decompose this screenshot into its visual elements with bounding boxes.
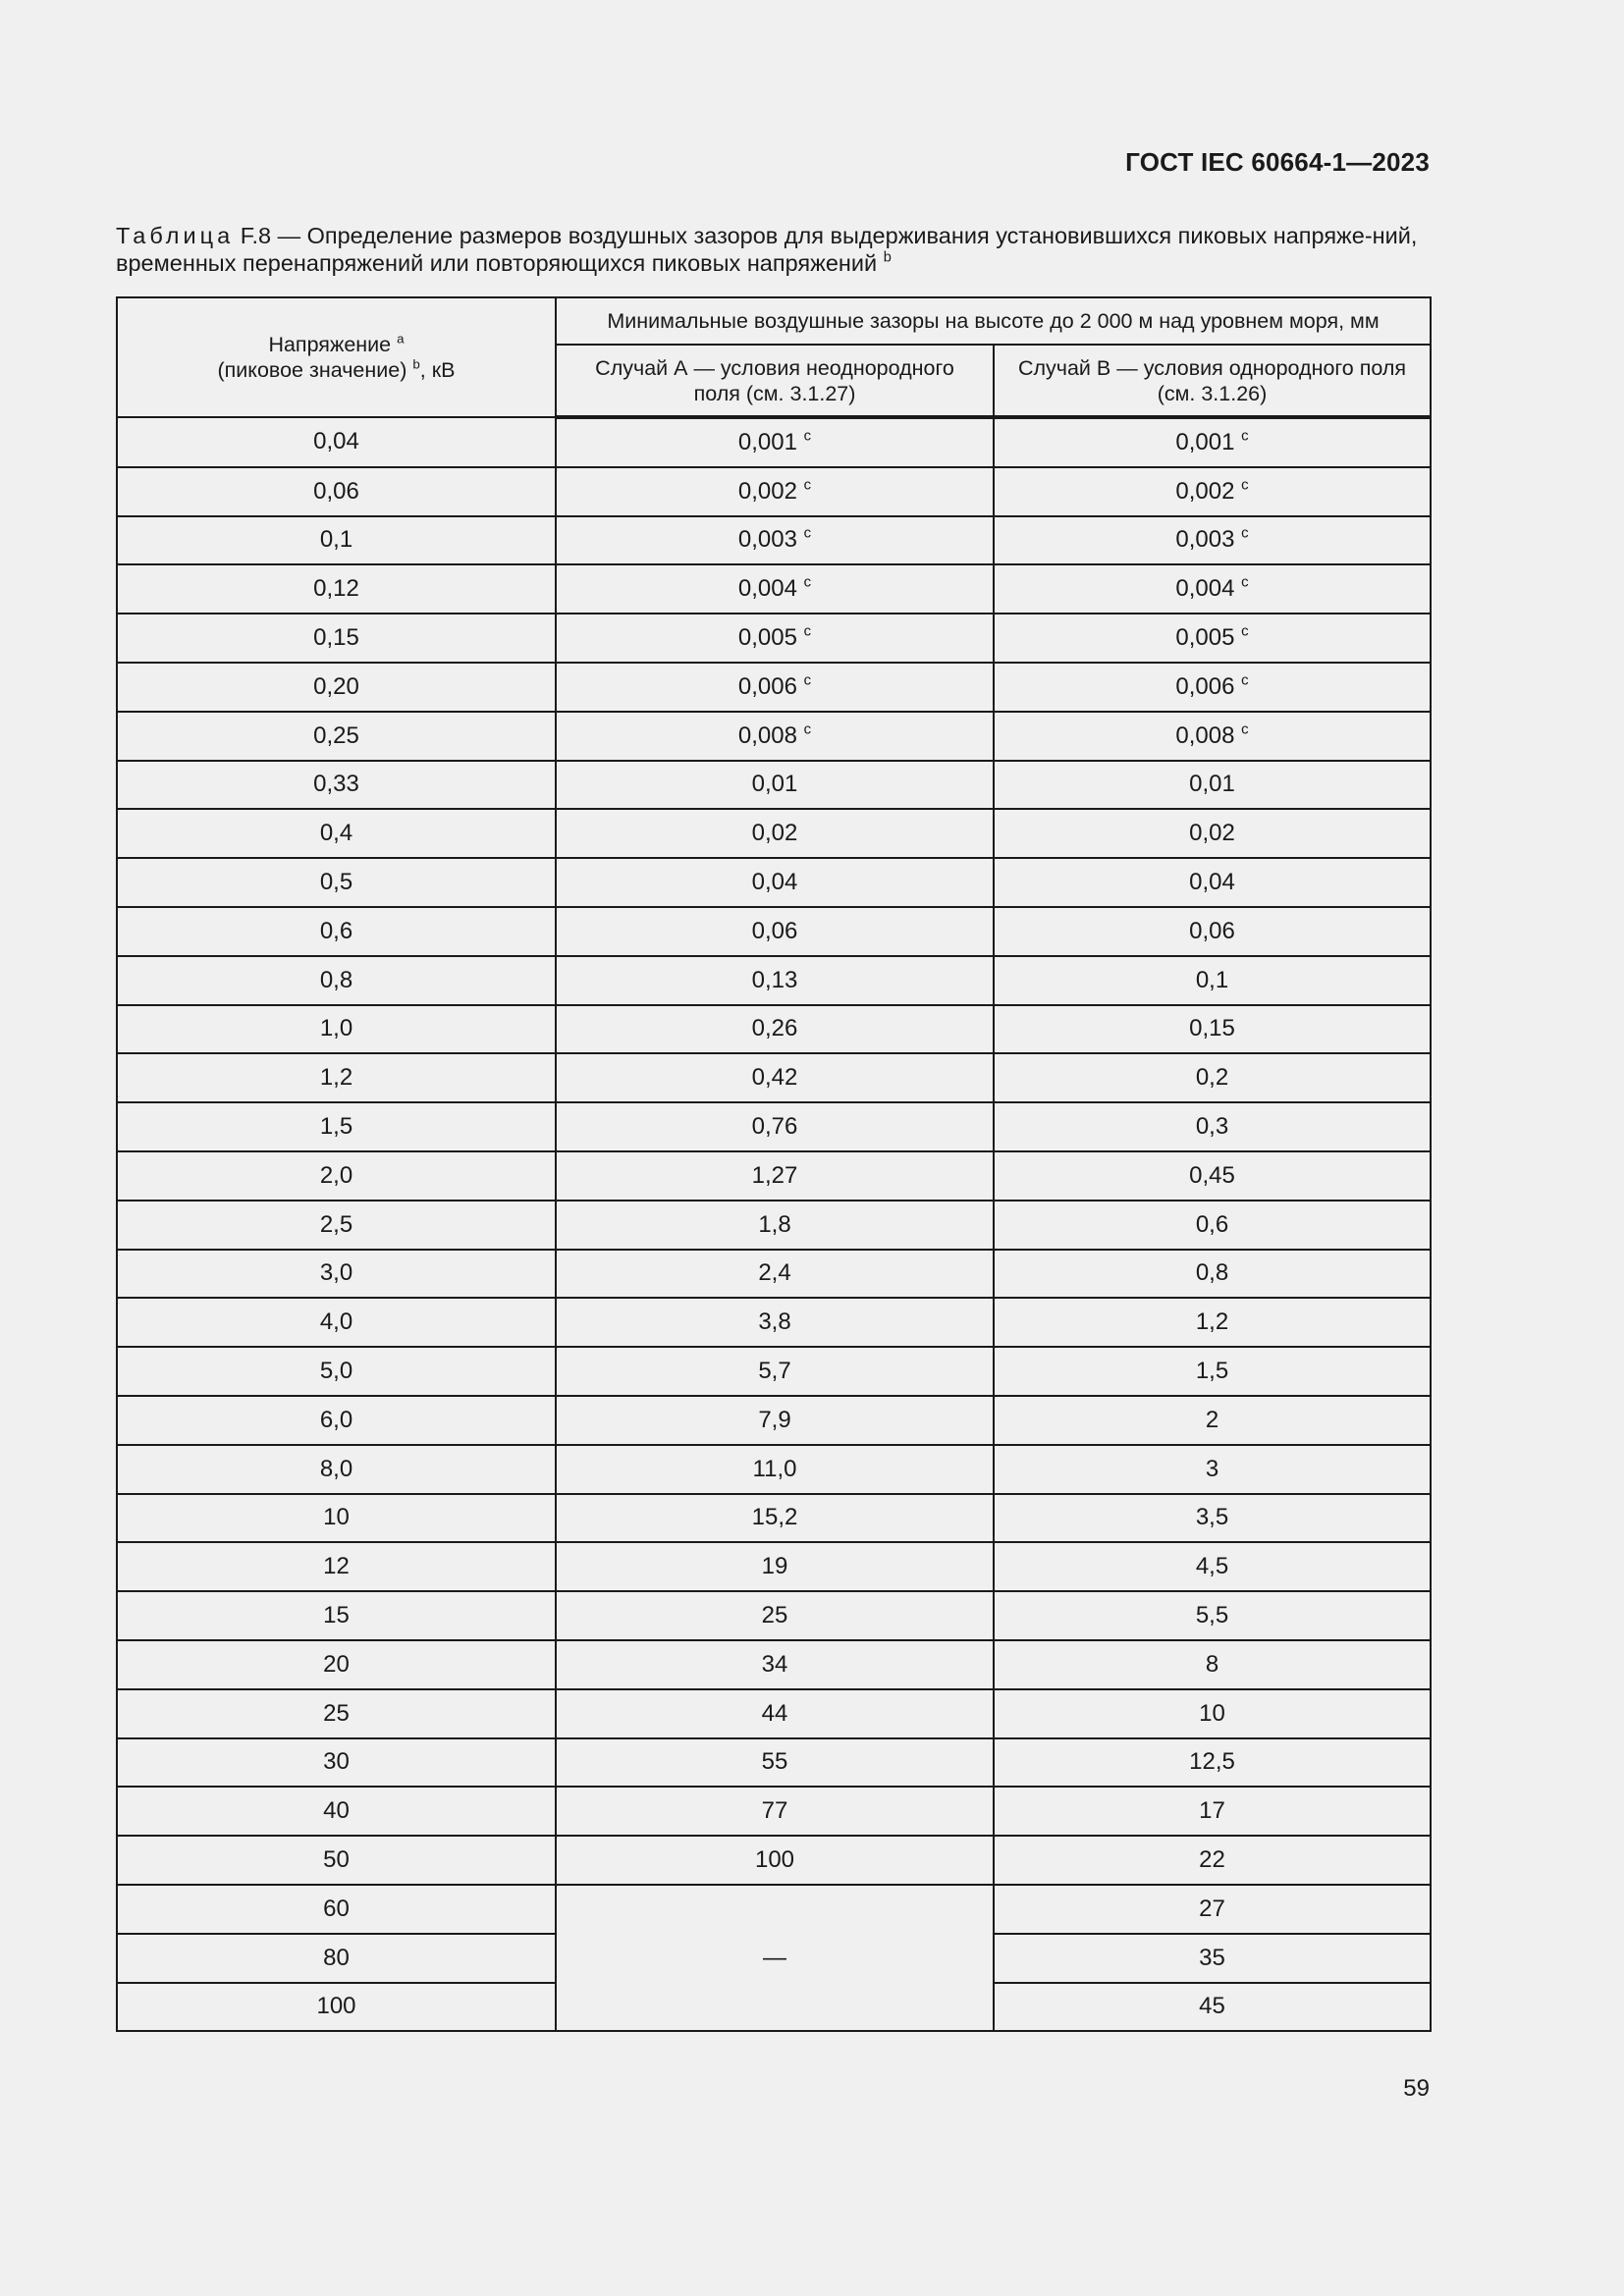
cell-voltage: 1,5 xyxy=(117,1102,556,1151)
cell-case-b: 17 xyxy=(994,1787,1431,1836)
table-body xyxy=(117,417,1431,2031)
table-row xyxy=(117,1738,1431,1788)
cell-case-a: 77 xyxy=(556,1787,994,1836)
cell-case-a: 1,8 xyxy=(556,1201,994,1250)
table-row xyxy=(117,1542,1431,1591)
cell-case-b: 0,2 xyxy=(994,1053,1431,1102)
table-row xyxy=(117,809,1431,858)
table-row xyxy=(117,467,1431,516)
table-row xyxy=(117,1102,1431,1151)
footnote-mark-c: c xyxy=(1241,574,1249,591)
cell-case-a: 0,001 $^c$ xyxy=(556,417,994,467)
cell-case-b: 1,5 xyxy=(994,1347,1431,1396)
table-row xyxy=(117,1053,1431,1102)
cell-voltage: 15 xyxy=(117,1591,556,1640)
cell-case-a: 0,76 xyxy=(556,1102,994,1151)
cell-case-b: 0,005 $^c$ xyxy=(994,614,1431,663)
table-row xyxy=(117,1201,1431,1250)
cell-case-b: 27 xyxy=(994,1885,1431,1934)
caption-text: F.8 — Определение размеров воздушных зазоров для выдерживания установившихся пиковых напряже-ний, временных перенапряжений или повторяющихся пиковых напряжений xyxy=(116,223,1418,276)
cell-case-a: 7,9 xyxy=(556,1396,994,1445)
cell-voltage: 0,33 xyxy=(117,761,556,810)
table-row xyxy=(117,564,1431,614)
cell-voltage: 6,0 xyxy=(117,1396,556,1445)
cell-case-a: 0,26 xyxy=(556,1005,994,1054)
clearance-table xyxy=(116,296,1432,2032)
table-row xyxy=(117,417,1431,467)
footnote-mark-c: c xyxy=(1241,428,1249,445)
table-caption xyxy=(116,222,1430,277)
table-row xyxy=(117,1151,1431,1201)
table-row xyxy=(117,1005,1431,1054)
cell-case-b: 0,15 xyxy=(994,1005,1431,1054)
table-row xyxy=(117,1885,1431,1934)
footnote-mark-c: c xyxy=(803,672,812,689)
header-group: Минимальные воздушные зазоры на высоте до 2 000 м над уровнем моря, мм xyxy=(556,297,1431,345)
cell-case-a: — xyxy=(556,1885,994,2031)
table-row xyxy=(117,1787,1431,1836)
table-row xyxy=(117,614,1431,663)
table-row xyxy=(117,1250,1431,1299)
cell-voltage: 4,0 xyxy=(117,1298,556,1347)
cell-case-a: 44 xyxy=(556,1689,994,1738)
cell-voltage: 0,4 xyxy=(117,809,556,858)
footnote-mark-c: c xyxy=(1241,477,1249,494)
header-case-a: Случай А — условия неоднородного поля (см. 3.1.27) xyxy=(556,345,994,417)
cell-case-a: 0,13 xyxy=(556,956,994,1005)
cell-voltage: 12 xyxy=(117,1542,556,1591)
cell-voltage: 0,5 xyxy=(117,858,556,907)
cell-case-b: 0,1 xyxy=(994,956,1431,1005)
cell-case-b: 45 xyxy=(994,1983,1431,2032)
caption-label: Таблица xyxy=(116,223,235,248)
cell-case-b: 22 xyxy=(994,1836,1431,1885)
cell-case-a: 19 xyxy=(556,1542,994,1591)
cell-case-a: 15,2 xyxy=(556,1494,994,1543)
cell-case-b: 1,2 xyxy=(994,1298,1431,1347)
cell-case-a: 0,008 $^c$ xyxy=(556,712,994,761)
cell-case-b: 3 xyxy=(994,1445,1431,1494)
cell-voltage: 0,15 xyxy=(117,614,556,663)
header-voltage: Напряжение $^a$ (пиковое значение) $^b$, кВ xyxy=(117,297,556,417)
cell-case-b: 0,3 xyxy=(994,1102,1431,1151)
cell-case-b: 0,002 $^c$ xyxy=(994,467,1431,516)
table-row xyxy=(117,907,1431,956)
footnote-mark-c: c xyxy=(803,428,812,445)
cell-voltage: 80 xyxy=(117,1934,556,1983)
cell-case-b: 4,5 xyxy=(994,1542,1431,1591)
cell-voltage: 25 xyxy=(117,1689,556,1738)
cell-case-a: 0,06 xyxy=(556,907,994,956)
cell-case-a: 2,4 xyxy=(556,1250,994,1299)
cell-voltage: 2,5 xyxy=(117,1201,556,1250)
cell-voltage: 1,2 xyxy=(117,1053,556,1102)
cell-case-b: 0,003 $^c$ xyxy=(994,516,1431,565)
page-number: 59 xyxy=(1403,2075,1430,2102)
footnote-mark-c: c xyxy=(1241,672,1249,689)
cell-case-a: 0,04 xyxy=(556,858,994,907)
cell-voltage: 60 xyxy=(117,1885,556,1934)
cell-voltage: 0,04 xyxy=(117,417,556,467)
table-row xyxy=(117,1591,1431,1640)
cell-case-a: 3,8 xyxy=(556,1298,994,1347)
cell-case-a: 0,005 $^c$ xyxy=(556,614,994,663)
table-row xyxy=(117,1298,1431,1347)
cell-voltage: 0,12 xyxy=(117,564,556,614)
cell-voltage: 8,0 xyxy=(117,1445,556,1494)
cell-case-b: 2 xyxy=(994,1396,1431,1445)
cell-voltage: 30 xyxy=(117,1738,556,1788)
cell-voltage: 0,6 xyxy=(117,907,556,956)
cell-case-b: 3,5 xyxy=(994,1494,1431,1543)
cell-case-b: 0,6 xyxy=(994,1201,1431,1250)
cell-case-a: 34 xyxy=(556,1640,994,1689)
cell-voltage: 0,8 xyxy=(117,956,556,1005)
cell-case-a: 5,7 xyxy=(556,1347,994,1396)
table-row xyxy=(117,663,1431,712)
cell-case-a: 0,006 $^c$ xyxy=(556,663,994,712)
cell-case-a: 0,003 $^c$ xyxy=(556,516,994,565)
cell-case-a: 0,42 xyxy=(556,1053,994,1102)
cell-case-a: 0,004 $^c$ xyxy=(556,564,994,614)
table-row xyxy=(117,1689,1431,1738)
cell-case-a: 0,02 xyxy=(556,809,994,858)
cell-voltage: 3,0 xyxy=(117,1250,556,1299)
cell-case-b: 0,45 xyxy=(994,1151,1431,1201)
cell-case-a: 11,0 xyxy=(556,1445,994,1494)
cell-voltage: 100 xyxy=(117,1983,556,2032)
caption-footnote-mark: b xyxy=(883,249,892,266)
cell-voltage: 0,06 xyxy=(117,467,556,516)
table-row xyxy=(117,858,1431,907)
cell-case-a: 25 xyxy=(556,1591,994,1640)
footnote-mark-c: c xyxy=(1241,721,1249,737)
cell-case-b: 12,5 xyxy=(994,1738,1431,1788)
cell-case-b: 0,8 xyxy=(994,1250,1431,1299)
standard-code: ГОСТ IEC 60664-1—2023 xyxy=(1125,147,1430,177)
table-row xyxy=(117,1640,1431,1689)
cell-case-b: 0,008 $^c$ xyxy=(994,712,1431,761)
table-row xyxy=(117,1445,1431,1494)
cell-case-a: 0,01 xyxy=(556,761,994,810)
cell-case-b: 0,02 xyxy=(994,809,1431,858)
cell-case-b: 0,004 $^c$ xyxy=(994,564,1431,614)
footnote-mark-a: a xyxy=(397,331,405,347)
table-row xyxy=(117,516,1431,565)
cell-case-b: 0,006 $^c$ xyxy=(994,663,1431,712)
cell-case-a: 0,002 $^c$ xyxy=(556,467,994,516)
cell-case-a: 55 xyxy=(556,1738,994,1788)
cell-case-b: 0,06 xyxy=(994,907,1431,956)
cell-voltage: 10 xyxy=(117,1494,556,1543)
footnote-mark-c: c xyxy=(803,721,812,737)
cell-case-b: 10 xyxy=(994,1689,1431,1738)
footnote-mark-c: c xyxy=(803,574,812,591)
cell-case-b: 0,01 xyxy=(994,761,1431,810)
footnote-mark-c: c xyxy=(803,525,812,542)
table-row xyxy=(117,1494,1431,1543)
table-row xyxy=(117,1396,1431,1445)
cell-voltage: 0,1 xyxy=(117,516,556,565)
cell-case-b: 5,5 xyxy=(994,1591,1431,1640)
table-row xyxy=(117,761,1431,810)
footnote-mark-c: c xyxy=(803,477,812,494)
cell-voltage: 5,0 xyxy=(117,1347,556,1396)
footnote-mark-b: b xyxy=(412,356,420,372)
footnote-mark-c: c xyxy=(803,623,812,640)
table-row xyxy=(117,956,1431,1005)
cell-voltage: 0,25 xyxy=(117,712,556,761)
table-row xyxy=(117,1836,1431,1885)
cell-voltage: 40 xyxy=(117,1787,556,1836)
cell-voltage: 20 xyxy=(117,1640,556,1689)
header-case-b: Случай В — условия однородного поля (см. 3.1.26) xyxy=(994,345,1431,417)
cell-case-b: 35 xyxy=(994,1934,1431,1983)
cell-case-b: 0,04 xyxy=(994,858,1431,907)
cell-case-a: 100 xyxy=(556,1836,994,1885)
cell-voltage: 1,0 xyxy=(117,1005,556,1054)
cell-voltage: 2,0 xyxy=(117,1151,556,1201)
footnote-mark-c: c xyxy=(1241,525,1249,542)
table-row xyxy=(117,712,1431,761)
cell-case-b: 0,001 $^c$ xyxy=(994,417,1431,467)
cell-voltage: 0,20 xyxy=(117,663,556,712)
cell-case-b: 8 xyxy=(994,1640,1431,1689)
table-row xyxy=(117,1347,1431,1396)
footnote-mark-c: c xyxy=(1241,623,1249,640)
cell-case-a: 1,27 xyxy=(556,1151,994,1201)
cell-voltage: 50 xyxy=(117,1836,556,1885)
